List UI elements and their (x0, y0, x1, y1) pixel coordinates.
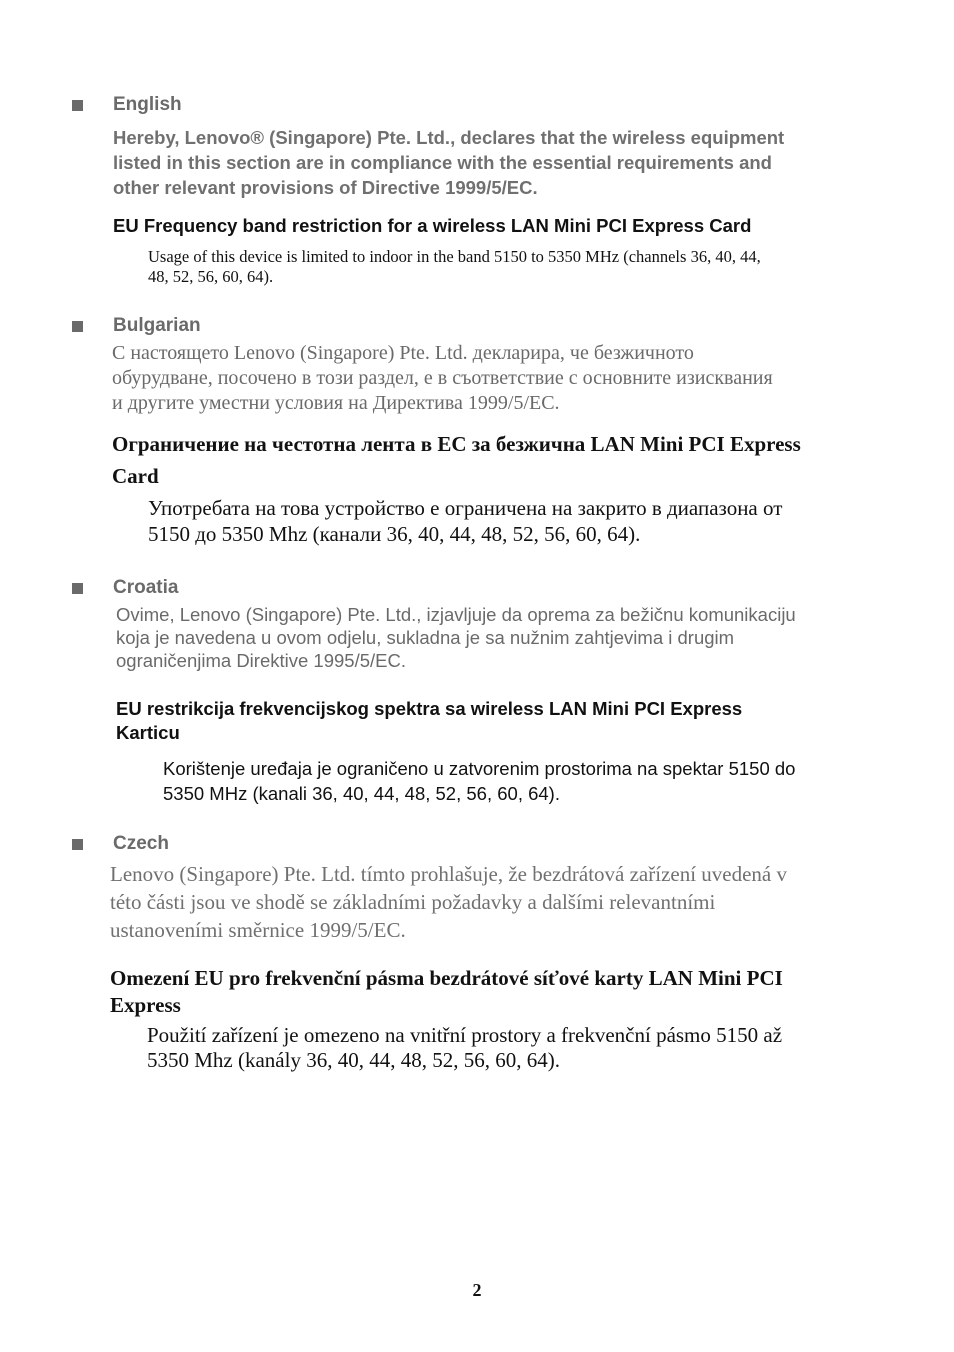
square-bullet-icon (72, 839, 83, 850)
declaration-croatia: Ovime, Lenovo (Singapore) Pte. Ltd., izjavljuje da oprema za bežičnu komunikaciju koja je navedena u ovom odjelu, sukladna je sa nužnim zahtjevima i drugim ograničenjima Direktive 1995/5/EC. (116, 604, 796, 671)
section-heading-text: Czech (113, 833, 169, 854)
square-bullet-icon (72, 100, 83, 111)
section-heading-english (72, 94, 182, 116)
restriction-text-english: Usage of this device is limited to indoor in the band 5150 to 5350 MHz (channels 36, 40, 44, 48, 52, 56, 60, 64). (148, 247, 761, 286)
restriction-title-croatia: EU restrikcija frekvencijskog spektra sa wireless LAN Mini PCI Express Karticu (116, 698, 743, 743)
declaration-bulgarian: С настоящето Lenovo (Singapore) Pte. Ltd. декларира, че безжичното обурудване, посочено в този раздел, е в съответствие с основните изисквания и другите уместни условия на Директива 1999/5/EC. (112, 342, 773, 414)
declaration-czech: Lenovo (Singapore) Pte. Ltd. tímto prohlašuje, že bezdrátová zařízení uvedená v této části jsou ve shodě se základními požadavky a dalšími relevantními ustanoveními směrnice 1999/5/EC. (110, 862, 788, 942)
restriction-title-bulgarian: Ограничение на честотна лента в ЕС за безжична LAN Mini PCI Express Card (112, 432, 801, 488)
section-heading-text: English (113, 94, 182, 115)
section-heading-bulgarian (72, 315, 201, 337)
section-heading-czech (72, 833, 169, 855)
section-heading-text: Bulgarian (113, 315, 201, 336)
section-heading-croatia (72, 577, 178, 599)
restriction-text-czech: Použití zařízení je omezeno na vnitřní prostory a frekvenční pásmo 5150 až 5350 Mhz (kanály 36, 40, 44, 48, 52, 56, 60, 64). (147, 1023, 783, 1072)
square-bullet-icon (72, 321, 83, 332)
declaration-english: Hereby, Lenovo® (Singapore) Pte. Ltd., declares that the wireless equipment listed in this section are in compliance with the essential requirements and other relevant provisions of Directive 1999/5/EC. (113, 127, 785, 198)
restriction-text-croatia: Korištenje uređaja je ograničeno u zatvorenim prostorima na spektar 5150 do 5350 MHz (kanali 36, 40, 44, 48, 52, 56, 60, 64). (163, 758, 796, 804)
restriction-text-bulgarian: Употребата на това устройство е ограничена на закрито в диапазона от 5150 до 5350 Mhz (канали 36, 40, 44, 48, 52, 56, 60, 64). (148, 496, 783, 546)
square-bullet-icon (72, 583, 83, 594)
restriction-title-czech: Omezení EU pro frekvenční pásma bezdrátové síťové karty LAN Mini PCI Express (110, 966, 783, 1017)
page-number: 2 (472, 1280, 482, 1300)
section-heading-text: Croatia (113, 577, 179, 598)
restriction-title-english: EU Frequency band restriction for a wireless LAN Mini PCI Express Card (113, 215, 752, 236)
